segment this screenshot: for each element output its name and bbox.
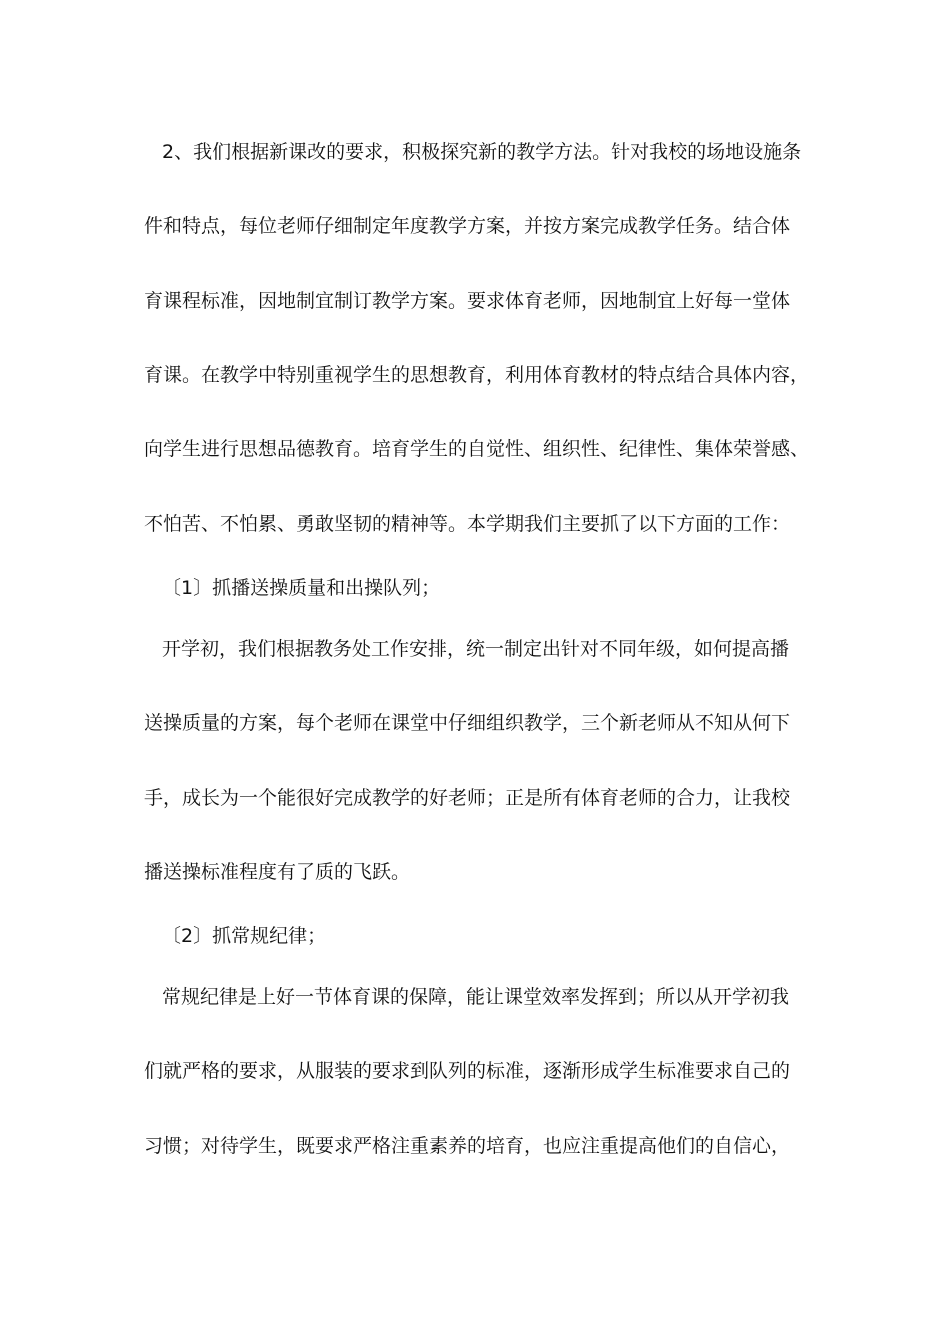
paragraph-3-line-4: 播送操标准程度有了质的飞跃。 [144, 861, 411, 883]
paragraph-3-line-2: 送操质量的方案，每个老师在课堂中仔细组织教学，三个新老师从不知从何下 [144, 712, 791, 734]
paragraph-2-line-5: 向学生进行思想品德教育。培育学生的自觉性、组织性、纪律性、集体荣誉感、 [144, 438, 810, 460]
paragraph-2-line-2: 件和特点，每位老师仔细制定年度教学方案，并按方案完成教学任务。结合体 [144, 215, 791, 237]
paragraph-2-line-3: 育课程标准，因地制宜制订教学方案。要求体育老师，因地制宜上好每一堂体 [144, 290, 791, 312]
paragraph-4-line-3: 习惯；对待学生，既要求严格注重素养的培育，也应注重提高他们的自信心， [144, 1135, 791, 1157]
paragraph-3-line-1: 开学初，我们根据教务处工作安排，统一制定出针对不同年级，如何提高播 [162, 638, 790, 660]
paragraph-2-line-4: 育课。在教学中特别重视学生的思想教育，利用体育教材的特点结合具体内容， [144, 364, 810, 386]
paragraph-4-line-1: 常规纪律是上好一节体育课的保障，能让课堂效率发挥到；所以从开学初我 [162, 986, 790, 1008]
paragraph-4-line-2: 们就严格的要求，从服装的要求到队列的标准，逐渐形成学生标准要求自己的 [144, 1060, 791, 1082]
subheading-2: 〔2〕抓常规纪律； [162, 925, 327, 947]
paragraph-2-line-6: 不怕苦、不怕累、勇敢坚韧的精神等。本学期我们主要抓了以下方面的工作： [144, 513, 791, 535]
paragraph-2-line-1: 2、我们根据新课改的要求，积极探究新的教学方法。针对我校的场地设施条 [162, 141, 802, 163]
subheading-1: 〔1〕抓播送操质量和出操队列； [162, 577, 441, 599]
paragraph-3-line-3: 手，成长为一个能很好完成教学的好老师；正是所有体育老师的合力，让我校 [144, 787, 791, 809]
